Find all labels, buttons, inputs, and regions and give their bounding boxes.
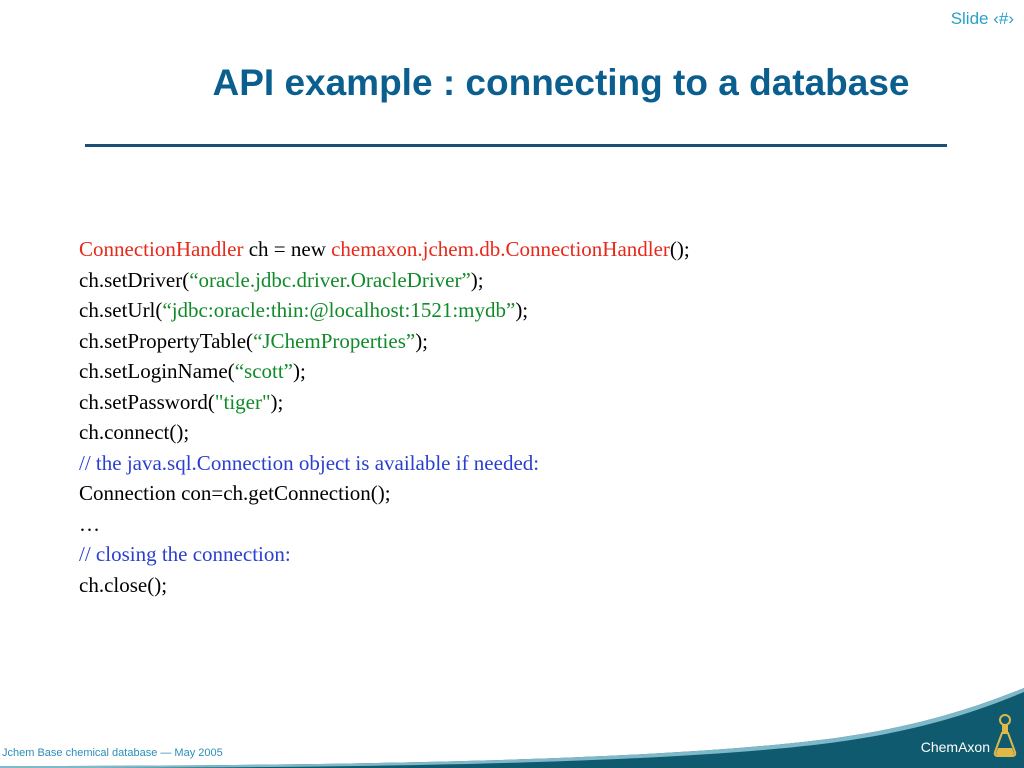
slide-title: API example : connecting to a database xyxy=(212,62,910,103)
slide-number: Slide ‹#› xyxy=(950,9,1014,28)
code-text: ch.setDriver( xyxy=(79,267,190,292)
code-text: ch.setLoginName( xyxy=(79,359,235,383)
code-text: ch = new xyxy=(243,237,332,261)
code-line: ch.close(); xyxy=(79,572,168,597)
code-text: (); xyxy=(669,237,690,261)
code-block xyxy=(79,234,979,600)
code-line xyxy=(79,295,979,326)
chemaxon-flask-logo-icon xyxy=(992,712,1018,760)
code-line xyxy=(79,387,979,418)
code-string: “oracle.jdbc.driver.OracleDriver” xyxy=(189,267,471,292)
code-line: Connection con=ch.getConnection(); xyxy=(79,481,391,505)
code-line xyxy=(79,356,979,387)
code-line xyxy=(79,326,979,357)
code-text: ); xyxy=(270,389,284,414)
code-text: ch.setUrl( xyxy=(79,298,163,322)
code-comment: // the java.sql.Connection object is available if needed: xyxy=(79,450,540,475)
code-type: chemaxon.jchem.db.ConnectionHandler xyxy=(331,237,670,261)
code-line: ch.connect(); xyxy=(79,420,190,444)
code-text: ); xyxy=(415,328,429,353)
brand-name: ChemAxon xyxy=(920,739,990,755)
code-comment: // closing the connection: xyxy=(79,542,291,566)
code-line xyxy=(79,234,979,265)
code-line xyxy=(79,265,979,296)
footer-text: Jchem Base chemical database — May 2005 xyxy=(2,747,223,759)
code-string: "tiger" xyxy=(214,389,271,414)
code-ellipsis: … xyxy=(79,511,100,536)
code-type: ConnectionHandler xyxy=(79,237,244,261)
title-underline xyxy=(85,144,947,147)
code-text: ); xyxy=(515,298,529,322)
code-text: ); xyxy=(293,359,306,383)
code-string: “scott” xyxy=(234,359,294,383)
code-text: ); xyxy=(470,267,484,292)
code-text: ch.setPropertyTable( xyxy=(79,328,254,353)
code-text: ch.setPassword( xyxy=(79,389,215,414)
code-string: “jdbc:oracle:thin:@localhost:1521:mydb” xyxy=(162,298,516,322)
code-string: “JChemProperties” xyxy=(253,328,416,353)
